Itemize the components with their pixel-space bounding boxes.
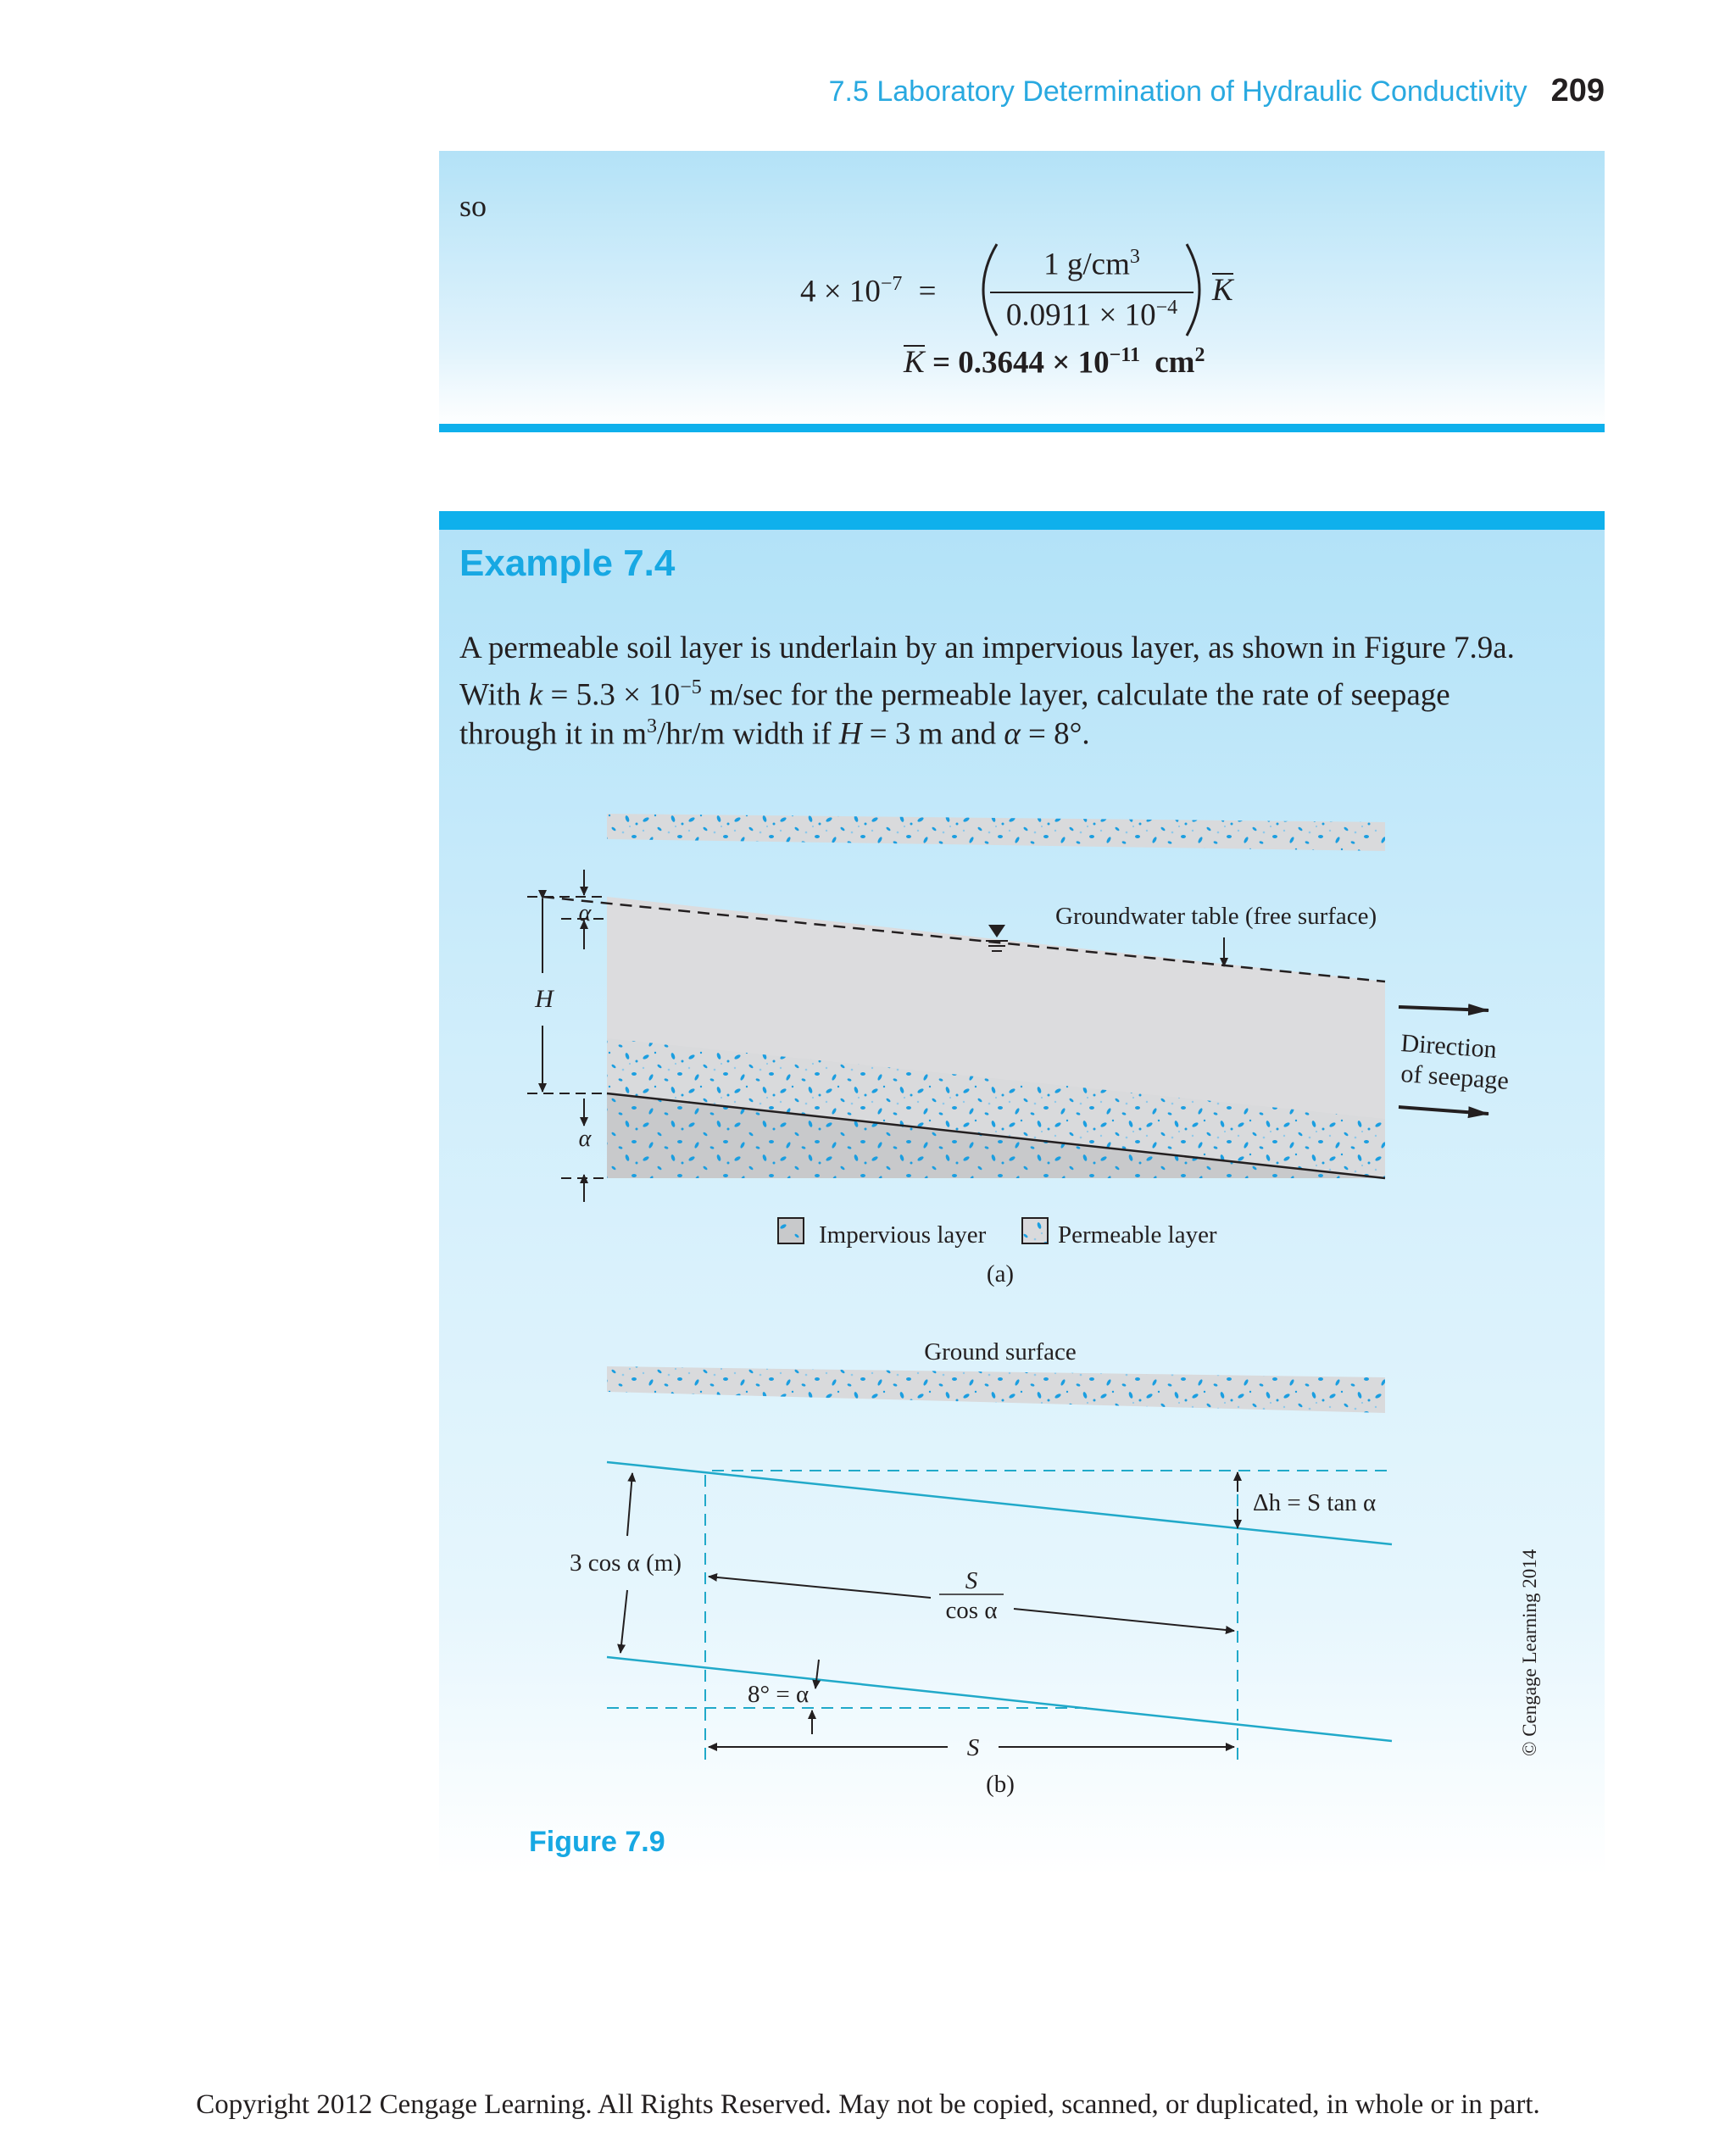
seepage-arrow-1 (1399, 1007, 1488, 1010)
eq2-result: $K = 0.3644 \times 10^{-11}$ $cm^2$ (904, 344, 1205, 381)
problem-line-3: through it in $m^3/hr/m$ width if H = 3 m and α = 8°. (459, 715, 1090, 752)
seepage-arrow-2 (1399, 1107, 1488, 1114)
surface-strip-a (607, 814, 1385, 851)
eq1-denominator: $0.0911 \times 10^{-4}$ (1005, 297, 1178, 333)
three-cos-label: 3 cos α (m) (570, 1549, 682, 1577)
copyright-footer: Copyright 2012 Cengage Learning. All Rights Reserved. May not be copied, scanned, or duplicated, in whole or in part. (196, 2089, 1540, 2120)
eq1-numerator: 1 $g/cm^3$ (1043, 246, 1140, 282)
surface-strip-b (607, 1366, 1385, 1413)
s-label: S (966, 1734, 980, 1761)
lower-flow-line (607, 1657, 1392, 1741)
caption-b: (b) (986, 1771, 1015, 1798)
direction-label-2: of seepage (1399, 1060, 1510, 1095)
s-over-cos-denominator: cos α (945, 1597, 998, 1624)
page-number: 209 (1550, 73, 1605, 108)
figure-label: Figure 7.9 (529, 1826, 665, 1858)
direction-label-1: Direction (1399, 1029, 1498, 1064)
section-title: 7.5 Laboratory Determination of Hydraulic Conductivity (828, 75, 1527, 108)
legend-permeable-swatch (1022, 1218, 1048, 1243)
ground-surface-label: Ground surface (924, 1338, 1077, 1366)
legend-impervious-label: Impervious layer (819, 1221, 987, 1249)
delta-h-label: Δh = S tan α (1253, 1489, 1377, 1516)
caption-a: (a) (986, 1260, 1015, 1288)
example-title: Example 7.4 (459, 542, 676, 584)
legend-permeable-label: Permeable layer (1058, 1221, 1217, 1249)
alpha-top-label: α (578, 900, 592, 926)
s-over-cos-numerator: S (965, 1567, 978, 1594)
h-label: H (535, 985, 554, 1013)
credit-label: © Cengage Learning 2014 (1519, 1549, 1540, 1756)
gwt-label: Groundwater table (free surface) (1055, 903, 1377, 930)
angle-label: 8° = α (748, 1681, 810, 1708)
alpha-bottom-label: α (578, 1126, 592, 1152)
solution-lead: so (459, 189, 487, 223)
problem-line-1: A permeable soil layer is underlain by an impervious layer, as shown in Figure 7.9a. (459, 631, 1515, 665)
eq1-lhs: $4 \times 10^{-7}$ = (800, 273, 937, 309)
eq1-k-bar: K (1212, 273, 1233, 308)
problem-line-2: With $k = 5.3 \times 10^{-5}$ m/sec for the permeable layer, calculate the rate of seepage (459, 676, 1450, 713)
legend-impervious-swatch (778, 1218, 804, 1243)
water-table-symbol (988, 925, 1005, 937)
